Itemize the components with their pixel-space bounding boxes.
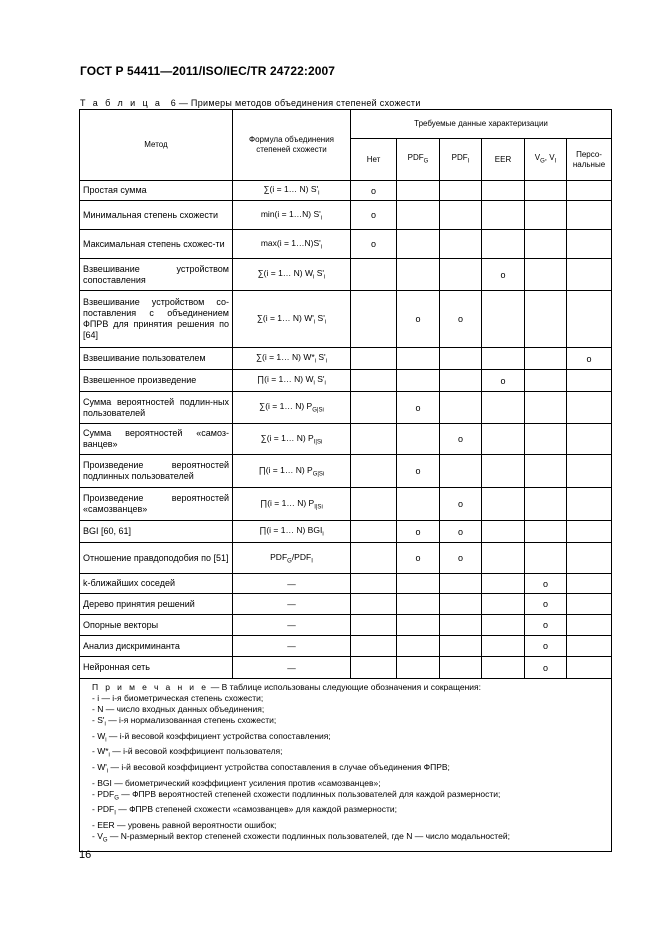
table-row	[80, 348, 612, 370]
method-cell: Опорные векторы	[80, 615, 233, 636]
mark-cell	[351, 636, 397, 657]
mark-cell	[567, 574, 612, 594]
mark-cell	[440, 594, 482, 615]
mark-cell	[397, 370, 440, 392]
mark-cell: o	[397, 291, 440, 348]
formula-cell: ∑(i = 1… N) $S'_i$	[233, 181, 351, 201]
mark-cell	[397, 636, 440, 657]
mark-cell	[397, 615, 440, 636]
method-cell: Нейронная сеть	[80, 657, 233, 679]
table-row	[80, 521, 612, 543]
formula-cell: —	[233, 594, 351, 615]
mark-cell	[525, 392, 567, 424]
mark-cell: o	[397, 543, 440, 574]
table-row	[80, 181, 612, 201]
mark-cell	[351, 488, 397, 521]
method-cell: Взвешивание пользователем	[80, 348, 233, 370]
mark-cell	[525, 455, 567, 488]
mark-cell	[440, 230, 482, 259]
mark-cell	[351, 594, 397, 615]
mark-cell	[567, 291, 612, 348]
table-row	[80, 574, 612, 594]
mark-cell: o	[525, 657, 567, 679]
mark-cell	[482, 291, 525, 348]
mark-cell	[525, 291, 567, 348]
formula-cell: $PDF_G/PDF_I$	[233, 543, 351, 574]
mark-cell	[440, 657, 482, 679]
note-item: - $S'_i$ — i-я нормализованная степень схожести;	[92, 715, 277, 728]
mark-cell	[440, 392, 482, 424]
mark-cell	[351, 543, 397, 574]
method-cell: Сумма вероятностей подлин-ных пользователей	[80, 392, 233, 424]
page-number: 16	[79, 849, 92, 861]
mark-cell	[482, 594, 525, 615]
table-caption-prefix: Т а б л и ц а	[80, 98, 163, 108]
mark-cell: o	[351, 181, 397, 201]
mark-cell	[351, 259, 397, 291]
method-cell: Произведение вероятностей подлинных пользователей	[80, 455, 233, 488]
note-item: - $PDF_I$ — ФПРВ степеней схожести «самозванцев» для каждой размерности;	[92, 804, 397, 818]
mark-cell	[482, 521, 525, 543]
mark-cell	[482, 574, 525, 594]
formula-cell: min(i = 1…N) $S'_i$	[233, 201, 351, 230]
note-item: - EER — уровень равной вероятности ошибок;	[92, 820, 277, 831]
formula-cell: ∏(i = 1… N) $W_i$ $S'_i$	[233, 370, 351, 392]
mark-cell	[482, 636, 525, 657]
table-row	[80, 424, 612, 455]
formula-cell: ∑(i = 1… N) $P_{I|Si}$	[233, 424, 351, 455]
mark-cell	[397, 201, 440, 230]
table-row	[80, 455, 612, 488]
mark-cell: o	[440, 291, 482, 348]
table-row	[80, 291, 612, 348]
mark-cell	[525, 181, 567, 201]
note-item: - $W_i$ — i-й весовой коэффициент устройства сопоставления;	[92, 730, 331, 744]
mark-cell	[567, 181, 612, 201]
method-cell: BGI [60, 61]	[80, 521, 233, 543]
table-note	[80, 679, 612, 852]
method-cell: Минимальная степень схожести	[80, 201, 233, 230]
note-intro: — В таблице использованы следующие обозначения и сокращения:	[208, 682, 482, 692]
table-row	[80, 615, 612, 636]
mark-cell	[567, 230, 612, 259]
mark-cell	[351, 370, 397, 392]
mark-cell: o	[567, 348, 612, 370]
formula-cell: —	[233, 615, 351, 636]
col-header-formula: Формула объединения степеней схожести	[233, 110, 351, 181]
table-row	[80, 488, 612, 521]
mark-cell	[525, 488, 567, 521]
mark-cell: o	[351, 201, 397, 230]
methods-table	[79, 109, 612, 852]
mark-cell	[482, 201, 525, 230]
mark-cell	[440, 455, 482, 488]
col-header-method: Метод	[80, 110, 233, 181]
note-item: - BGI — биометрический коэффициент усиления против «самозванцев»;	[92, 777, 381, 788]
mark-cell	[525, 230, 567, 259]
mark-cell	[567, 657, 612, 679]
table-caption-title: 6 — Примеры методов объединения степеней схожести	[170, 98, 421, 108]
mark-cell	[440, 636, 482, 657]
table-row	[80, 657, 612, 679]
mark-cell: o	[397, 455, 440, 488]
mark-cell	[482, 543, 525, 574]
mark-cell	[351, 574, 397, 594]
mark-cell	[351, 521, 397, 543]
mark-cell	[351, 392, 397, 424]
method-cell: Произведение вероятностей «самозванцев»	[80, 488, 233, 521]
formula-cell: —	[233, 636, 351, 657]
table-row	[80, 201, 612, 230]
mark-cell: o	[440, 521, 482, 543]
mark-cell	[440, 370, 482, 392]
table-row	[80, 230, 612, 259]
mark-cell	[482, 488, 525, 521]
mark-cell	[351, 348, 397, 370]
mark-cell: o	[440, 543, 482, 574]
mark-cell	[351, 424, 397, 455]
method-cell: Анализ дискриминанта	[80, 636, 233, 657]
mark-cell: o	[440, 424, 482, 455]
mark-cell	[525, 543, 567, 574]
method-cell: k-ближайших соседей	[80, 574, 233, 594]
col-header-required-5: Персо- нальные	[567, 139, 612, 181]
table-row	[80, 594, 612, 615]
mark-cell	[440, 348, 482, 370]
mark-cell: o	[525, 636, 567, 657]
mark-cell	[397, 574, 440, 594]
mark-cell	[567, 615, 612, 636]
formula-cell: ∑(i = 1… N) $W'_i$ $S'_i$	[233, 291, 351, 348]
formula-cell: $\max(i = 1\dots N)S'_i$	[233, 230, 351, 259]
method-cell: Взвешивание устройством со-поставления с объединением ФПРВ для принятия решения по [64]	[80, 291, 233, 348]
mark-cell: o	[525, 615, 567, 636]
mark-cell: o	[482, 259, 525, 291]
col-header-required-1: $PDF_G$	[397, 139, 440, 181]
mark-cell	[567, 636, 612, 657]
mark-cell	[351, 455, 397, 488]
mark-cell	[440, 259, 482, 291]
mark-cell: o	[525, 574, 567, 594]
mark-cell	[567, 594, 612, 615]
mark-cell: o	[397, 521, 440, 543]
mark-cell	[567, 370, 612, 392]
col-header-required-2: $PDF_I$	[440, 139, 482, 181]
table-caption	[80, 98, 421, 108]
document-header: ГОСТ Р 54411—2011/ISO/IEC/TR 24722:2007	[80, 64, 336, 78]
mark-cell	[567, 488, 612, 521]
mark-cell	[397, 259, 440, 291]
note-item: - i — i-я биометрическая степень схожести;	[92, 693, 264, 703]
mark-cell	[567, 392, 612, 424]
mark-cell	[482, 181, 525, 201]
note-item: - $W*_i$ — i-й весовой коэффициент пользователя;	[92, 746, 283, 760]
mark-cell	[525, 201, 567, 230]
mark-cell	[351, 615, 397, 636]
method-cell: Сумма вероятностей «самоз-ванцев»	[80, 424, 233, 455]
method-cell: Отношение правдоподобия по [51]	[80, 543, 233, 574]
method-cell: Простая сумма	[80, 181, 233, 201]
table-row	[80, 392, 612, 424]
formula-cell: ∏(i = 1… N) $P_{G|Si}$	[233, 455, 351, 488]
method-cell: Взвешенное произведение	[80, 370, 233, 392]
mark-cell: o	[351, 230, 397, 259]
mark-cell	[397, 181, 440, 201]
mark-cell	[397, 594, 440, 615]
mark-cell	[482, 230, 525, 259]
mark-cell	[482, 615, 525, 636]
mark-cell	[482, 392, 525, 424]
mark-cell	[525, 348, 567, 370]
formula-cell: ∑(i = 1… N) $P_{G|Si}$	[233, 392, 351, 424]
col-header-required-0: Нет	[351, 139, 397, 181]
mark-cell: o	[482, 370, 525, 392]
note-item: - N — число входных данных объединения;	[92, 704, 265, 714]
formula-cell: ∏(i = 1… N) $BGI_i$	[233, 521, 351, 543]
mark-cell: o	[440, 488, 482, 521]
mark-cell	[482, 348, 525, 370]
note-item: - $W'_i$ — i-й весовой коэффициент устройства сопоставления в случае объединения ФПРВ;	[92, 762, 450, 775]
mark-cell	[567, 259, 612, 291]
formula-cell: ∏(i = 1… N) $P_{I|Si}$	[233, 488, 351, 521]
mark-cell	[397, 348, 440, 370]
mark-cell	[482, 424, 525, 455]
formula-cell: ∑(i = 1… N) $W_i$ $S'_i$	[233, 259, 351, 291]
mark-cell	[440, 201, 482, 230]
mark-cell	[440, 181, 482, 201]
mark-cell	[525, 259, 567, 291]
formula-cell: ∑(i = 1… N) $W*_i$ $S'_i$	[233, 348, 351, 370]
col-header-required-4: $V_G$, $V_I$	[525, 139, 567, 181]
mark-cell	[482, 657, 525, 679]
col-header-required-group: Требуемые данные характеризации	[351, 110, 612, 139]
mark-cell	[567, 521, 612, 543]
mark-cell	[567, 455, 612, 488]
mark-cell	[397, 657, 440, 679]
note-label: П р и м е ч а н и е	[92, 682, 209, 692]
method-cell: Взвешивание устройством сопоставления	[80, 259, 233, 291]
method-cell: Дерево принятия решений	[80, 594, 233, 615]
mark-cell	[567, 201, 612, 230]
mark-cell	[397, 488, 440, 521]
mark-cell	[397, 230, 440, 259]
mark-cell	[351, 291, 397, 348]
table-row	[80, 370, 612, 392]
mark-cell	[397, 424, 440, 455]
mark-cell	[525, 424, 567, 455]
mark-cell	[567, 543, 612, 574]
method-cell: Максимальная степень схожес-ти	[80, 230, 233, 259]
formula-cell: —	[233, 574, 351, 594]
col-header-required-3: EER	[482, 139, 525, 181]
mark-cell: o	[525, 594, 567, 615]
mark-cell	[351, 657, 397, 679]
table-row	[80, 259, 612, 291]
note-item: - $V_G$ — N-размерный вектор степеней схожести подлинных пользователей, где N — число модальностей;	[92, 831, 510, 844]
table-row	[80, 636, 612, 657]
formula-cell: —	[233, 657, 351, 679]
note-items	[92, 693, 607, 847]
mark-cell	[525, 521, 567, 543]
mark-cell: o	[397, 392, 440, 424]
mark-cell	[482, 455, 525, 488]
mark-cell	[525, 370, 567, 392]
note-item: - $PDF_G$ — ФПРВ вероятностей степеней схожести подлинных пользователей для каждой размерности;	[92, 788, 501, 802]
mark-cell	[567, 424, 612, 455]
mark-cell	[440, 574, 482, 594]
mark-cell	[440, 615, 482, 636]
table-row	[80, 543, 612, 574]
